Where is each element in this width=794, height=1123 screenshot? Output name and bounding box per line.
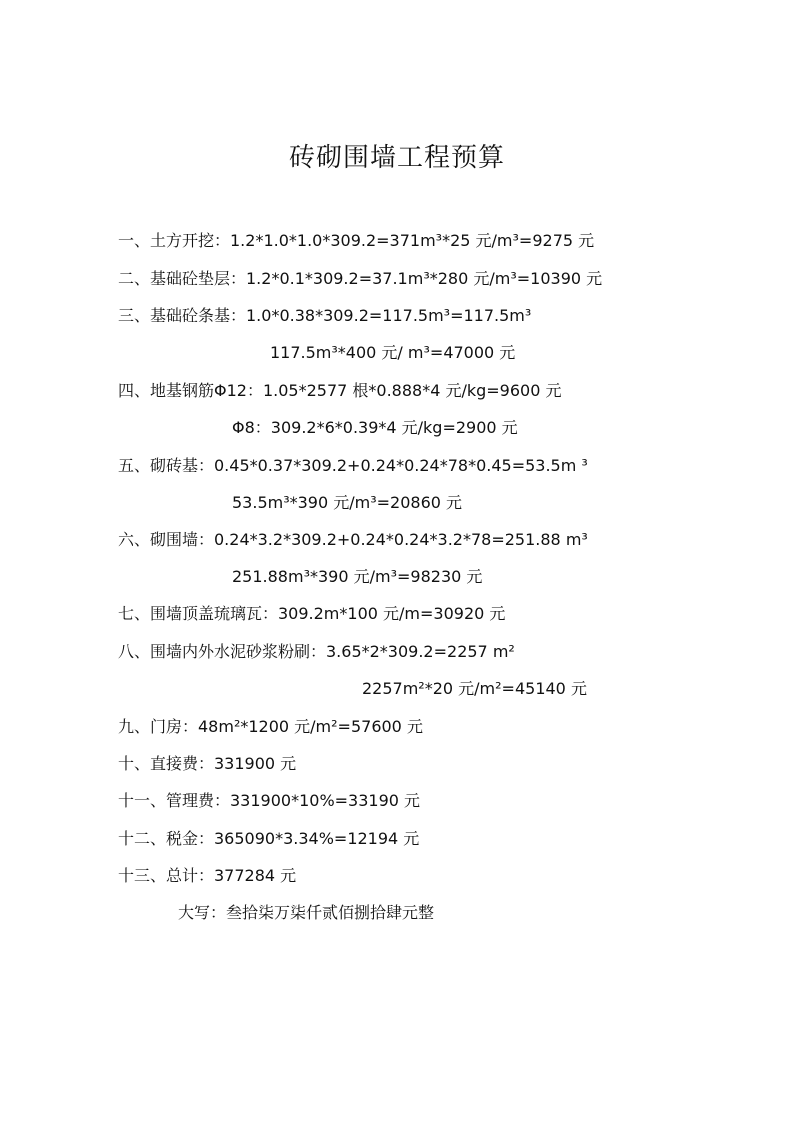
line-plaster: 八、围墙内外水泥砂浆粉刷：3.65*2*309.2=2257 m² [118,642,515,661]
line-total: 十三、总计：377284 元 [118,866,297,885]
line-brick-base-cost: 53.5m³*390 元/m³=20860 元 [232,493,463,512]
line-rebar-8: Φ8：309.2*6*0.39*4 元/kg=2900 元 [232,418,518,437]
line-strip-foundation: 三、基础砼条基：1.0*0.38*309.2=117.5m³=117.5m³ [118,306,532,325]
document-title: 砖砌围墙工程预算 [288,143,505,173]
line-cushion: 二、基础砼垫层：1.2*0.1*309.2=37.1m³*280 元/m³=10390 元 [118,269,603,288]
line-tax: 十二、税金：365090*3.34%=12194 元 [118,829,420,848]
line-gatehouse: 九、门房：48m²*1200 元/m²=57600 元 [118,717,423,736]
line-rebar-12: 四、地基钢筋Φ12：1.05*2577 根*0.888*4 元/kg=9600 元 [118,381,562,400]
line-management-fee: 十一、管理费：331900*10%=33190 元 [118,791,421,810]
line-brick-wall: 六、砌围墙：0.24*3.2*309.2+0.24*0.24*3.2*78=251.88 m³ [118,530,588,549]
line-plaster-cost: 2257m²*20 元/m²=45140 元 [362,679,587,698]
line-strip-foundation-cost: 117.5m³*400 元/ m³=47000 元 [270,343,516,362]
line-brick-base: 五、砌砖基：0.45*0.37*309.2+0.24*0.24*78*0.45=53.5m ³ [118,456,588,475]
line-direct-cost: 十、直接费：331900 元 [118,754,297,773]
line-glazed-tile: 七、围墙顶盖琉璃瓦：309.2m*100 元/m=30920 元 [118,604,506,623]
line-total-in-words: 大写：叁拾柒万柒仟贰佰捌拾肆元整 [178,903,435,922]
line-brick-wall-cost: 251.88m³*390 元/m³=98230 元 [232,567,483,586]
line-earthwork: 一、土方开挖：1.2*1.0*1.0*309.2=371m³*25 元/m³=9275 元 [118,231,595,250]
